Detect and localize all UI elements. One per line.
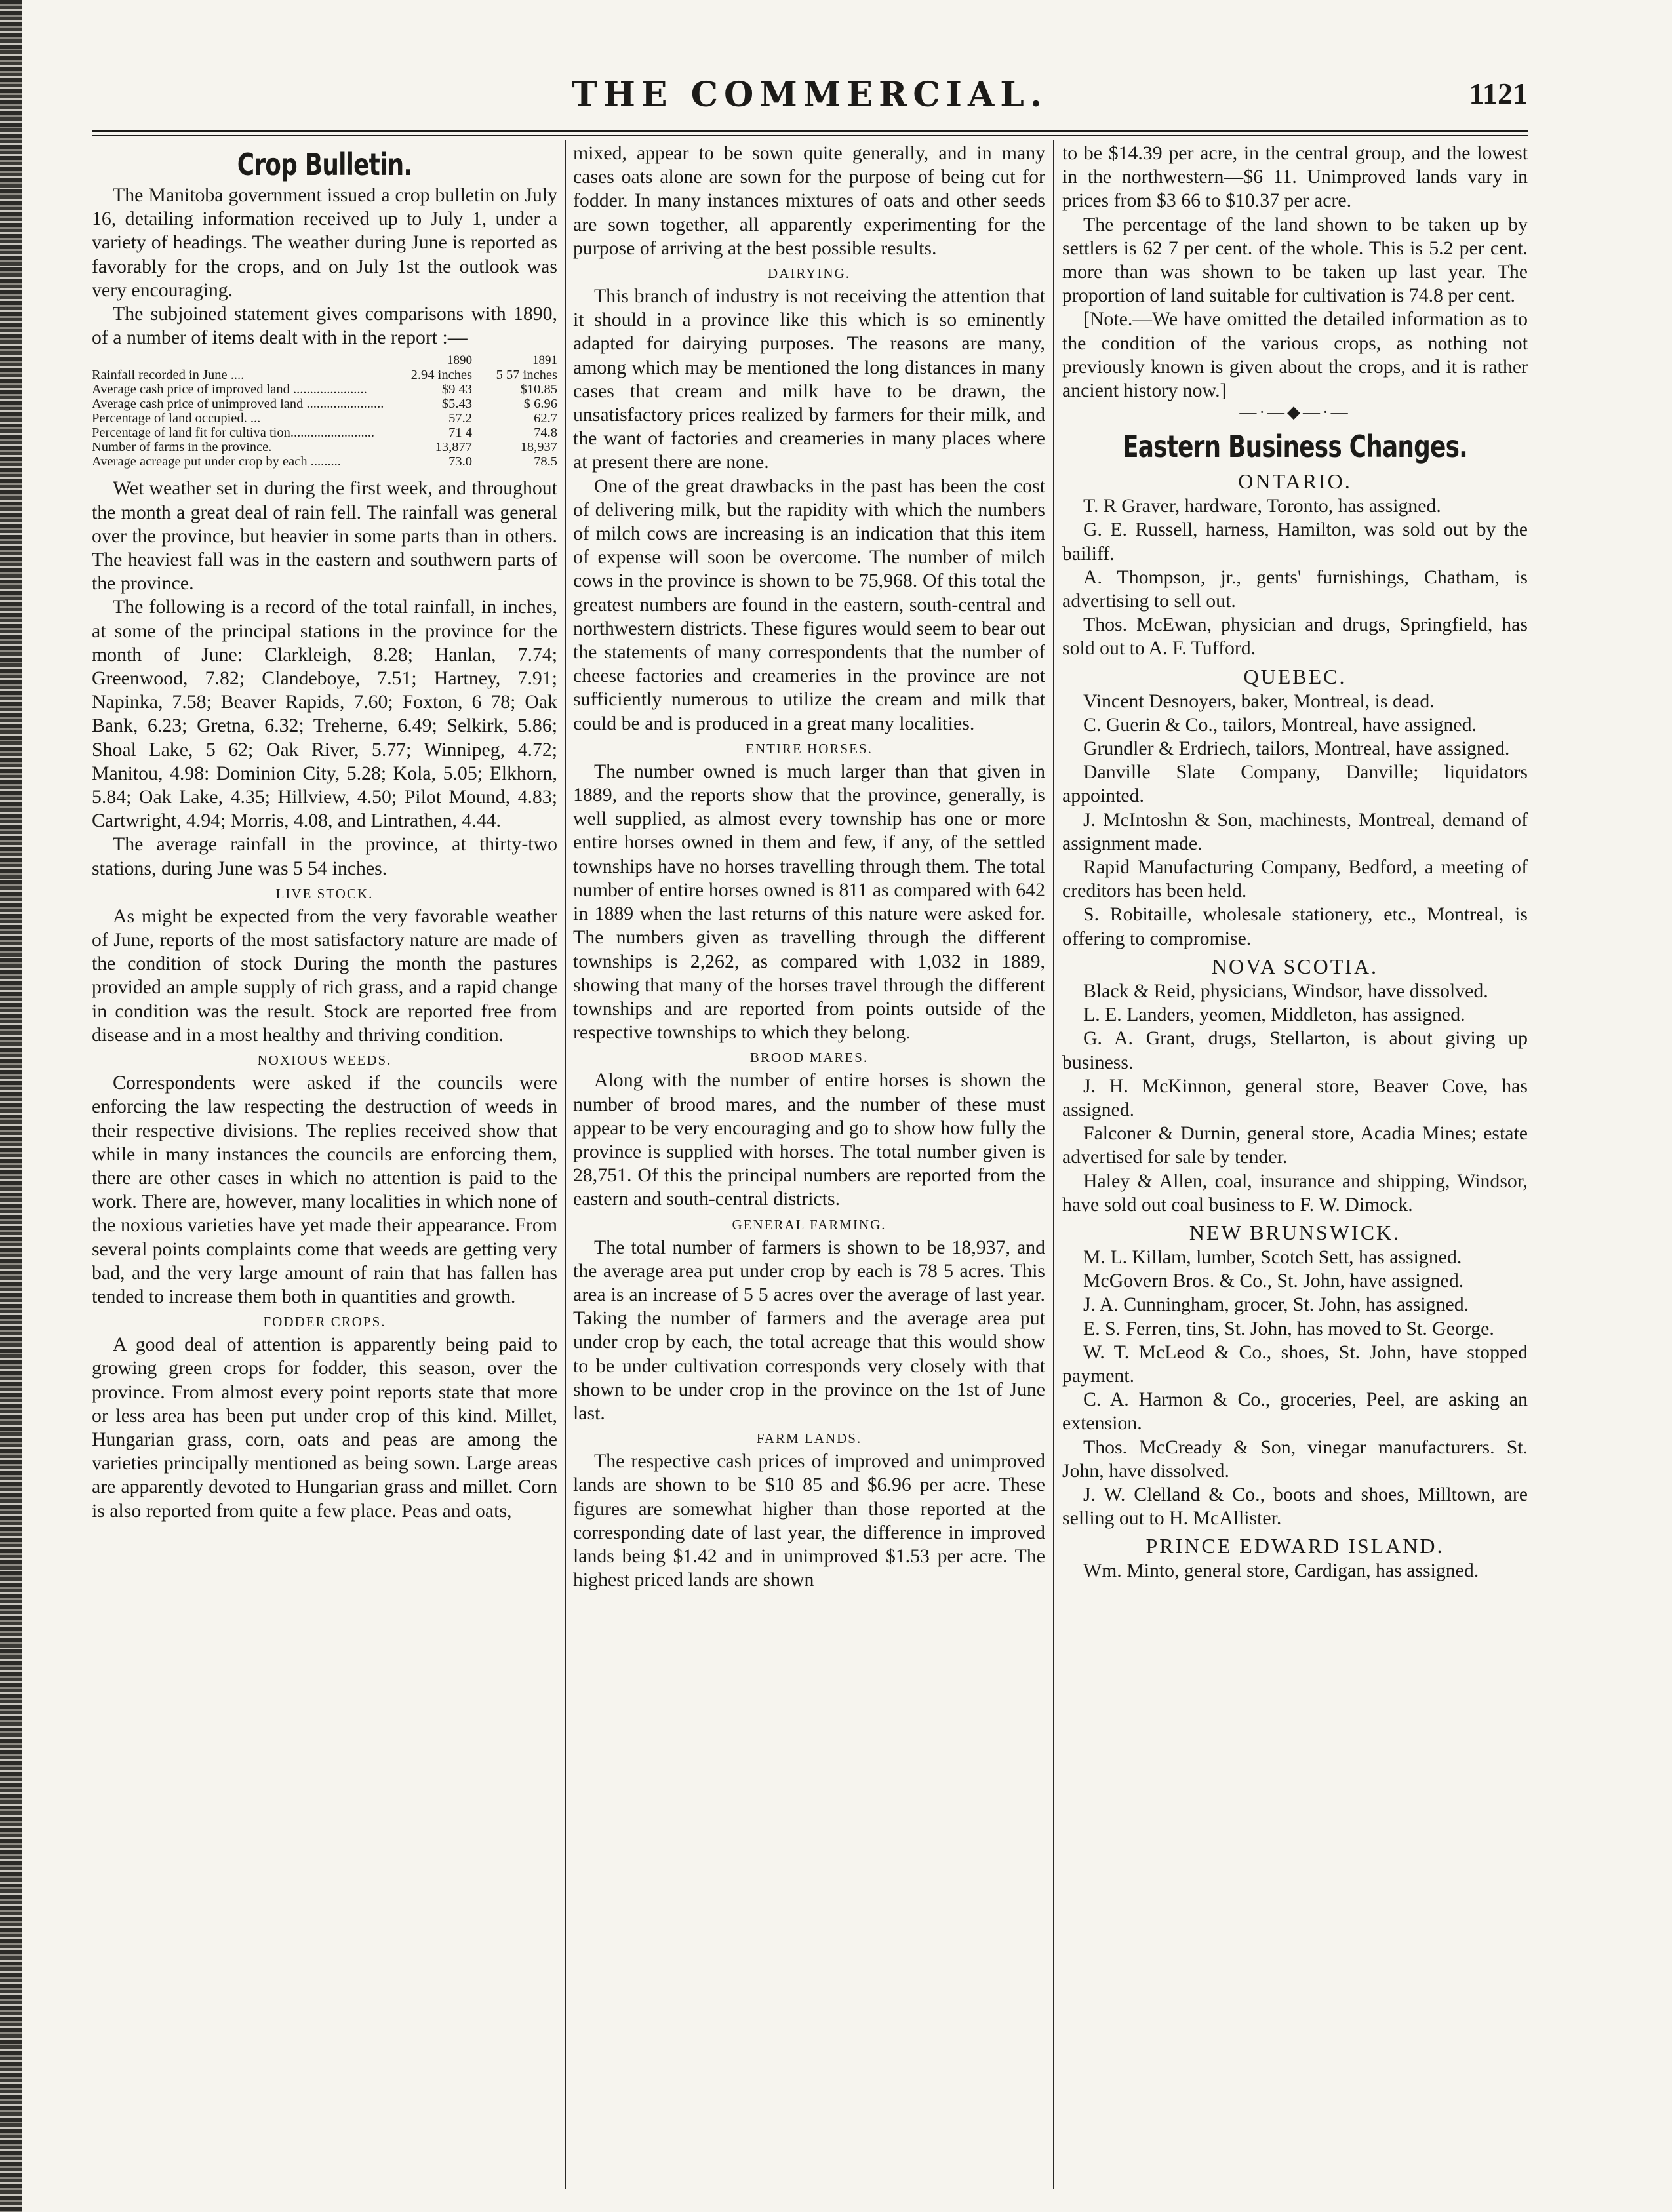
table-cell: $ 6.96	[523, 397, 557, 412]
article-paragraph: The number owned is much larger than that given in 1889, and the reports show that the province, generally, is well supplied, as almost every township has one or more entire horses owned in them and few, if any, of the settled townships have no horses travelling through them. The total number of entire horses owned is 811 as compared with 642 in 1889 when the last returns of this nature were asked for. The numbers given as travelling through the different townships is 2,262, as compared with 1,032 in 1889, showing that many of the horses travel through the different townships and are reported from points outside of the respective townships to which they belong.	[573, 760, 1045, 1044]
brood-mares-subheading: BROOD MARES.	[749, 1050, 869, 1066]
masthead-rule	[92, 130, 1528, 132]
list-item: W. T. McLeod & Co., shoes, St. John, have stopped payment.	[1062, 1341, 1528, 1387]
column-2	[573, 142, 1045, 2187]
article-paragraph: A good deal of attention is apparently being paid to growing green crops for fodder, this season, over the province. From almost every point reports state that more or less area has been put under crop of this kind. Millet, Hungarian grass, corn, oats and peas are among the varieties principally mentioned as being sown. Large areas are apparently devoted to Hungarian grass and millet. Corn is also reported from quite a few place. Peas and oats,	[92, 1333, 557, 1522]
article-paragraph: As might be expected from the very favorable weather of June, reports of the most satisfactory nature are made of the condition of stock During the month the pastures provided an ample supply of rich grass, and a rapid change in condition was the result. Stock are reported free from disease and in a most healthy and thriving condition.	[92, 905, 557, 1046]
noxious-weeds-subheading: NOXIOUS WEEDS.	[257, 1052, 392, 1069]
list-item: L. E. Landers, yeomen, Middleton, has assigned.	[1083, 1004, 1465, 1026]
live-stock-subheading: LIVE STOCK.	[275, 885, 374, 901]
comparison-table	[92, 353, 557, 469]
table-cell: 73.0	[448, 454, 472, 469]
fodder-crops-subheading: FODDER CROPS.	[263, 1314, 386, 1330]
list-item: Falconer & Durnin, general store, Acadia Mines; estate advertised for sale by tender.	[1062, 1122, 1528, 1168]
article-paragraph: The following is a record of the total rainfall, in inches, at some of the principal stations in the province for the month of June: Clarkleigh, 8.28; Hanlan, 7.74; Greenwood, 7.82; Clandeboye, 7.51; Hartney, 7.91; Napinka, 7.58; Beaver Rapids, 7.60; Foxton, 6 78; Oak Bank, 6.23; Gretna, 6.32; Treherne, 6.49; Selkirk, 5.86; Shoal Lake, 5 62; Oak River, 5.77; Winnipeg, 4.72; Manitou, 4.98: Dominion City, 5.28; Kola, 5.05; Elkhorn, 5.84; Oak Lake, 4.35; Hillview, 4.50; Pilot Mound, 4.83; Cartwright, 4.94; Morris, 4.08, and Lintrathen, 4.44.	[92, 596, 557, 832]
region-heading-nova-scotia: NOVA SCOTIA.	[1211, 954, 1379, 978]
table-cell: Average cash price of unimproved land .......................	[92, 397, 384, 412]
list-item: Thos. McEwan, physician and drugs, Springfield, has sold out to A. F. Tufford.	[1062, 614, 1528, 660]
page-binding-edge	[0, 0, 22, 2212]
list-item: Thos. McCready & Son, vinegar manufacturers. St. John, have dissolved.	[1062, 1436, 1528, 1482]
table-cell: 18,937	[520, 440, 557, 455]
table-cell: $10.85	[520, 382, 557, 397]
table-cell: 71 4	[448, 425, 472, 441]
region-heading-ontario: ONTARIO.	[1238, 469, 1352, 494]
list-item: S. Robitaille, wholesale stationery, etc., Montreal, is offering to compromise.	[1062, 903, 1528, 949]
article-paragraph: Correspondents were asked if the councils were enforcing the law respecting the destruction of weeds in their respective divisions. The replies received show that while in many instances the councils are enforcing them, there are other cases in which no attention is paid to the work. There are, however, many localities in which none of the noxious varieties have yet made their appearance. From several points complaints come that weeds are getting very bad, and the very large amount of rain that has fallen has tended to increase them both in quantities and growth.	[92, 1072, 557, 1307]
article-paragraph: Along with the number of entire horses is shown the number of brood mares, and the number of these must appear to be very encouraging and go to show how fully the province is supplied with horses. The total number given is 28,751. Of this the principal numbers are reported from the eastern and south-central districts.	[573, 1069, 1045, 1210]
table-header-cell: 1891	[532, 353, 557, 368]
table-cell: Number of farms in the province.	[92, 440, 272, 455]
table-cell: 57.2	[448, 411, 472, 426]
table-row	[92, 425, 557, 440]
article-paragraph: The average rainfall in the province, at thirty-two stations, during June was 5 54 inches.	[92, 833, 557, 879]
region-heading-new-brunswick: NEW BRUNSWICK.	[1189, 1220, 1401, 1244]
article-paragraph: mixed, appear to be sown quite generally, and in many cases oats alone are sown for the purpose of being cut for fodder. In many instances mixtures of oats and other seeds are sown together, all apparently experimenting for the purpose of arriving at the best possible results.	[573, 142, 1045, 259]
section-ornament: —·—◆—·—	[1239, 403, 1351, 422]
editor-note: [Note.—We have omitted the detailed information as to the condition of the various crops, as nothing not previously known is given about the crops, and it is rather ancient history now.]	[1062, 308, 1528, 402]
list-item: C. Guerin & Co., tailors, Montreal, have assigned.	[1083, 713, 1477, 736]
table-cell: 74.8	[534, 425, 557, 441]
article-paragraph: Wet weather set in during the first week, and throughout the month a great deal of rain fell. The rainfall was general over the province, but heavier in some parts than in others. The heaviest fall was in the eastern and southwern parts of the province.	[92, 477, 557, 595]
table-header-cell	[92, 353, 387, 368]
table-cell: 78.5	[534, 454, 557, 469]
list-item: J. McIntoshn & Son, machinests, Montreal, demand of assignment made.	[1062, 808, 1528, 854]
business-changes-title: Eastern Business Changes.	[1122, 429, 1468, 465]
column-divider-1	[565, 140, 566, 2189]
region-heading-pei: PRINCE EDWARD ISLAND.	[1145, 1534, 1444, 1558]
list-item: Haley & Allen, coal, insurance and shipping, Windsor, have sold out coal business to F. W. Dimock.	[1062, 1170, 1528, 1215]
table-header-row	[92, 353, 557, 368]
dairying-subheading: DAIRYING.	[768, 266, 850, 282]
masthead-title: THE COMMERCIAL.	[572, 75, 1048, 115]
table-cell: Percentage of land fit for cultiva tion.........................	[92, 425, 374, 441]
masthead	[92, 71, 1528, 123]
list-item: A. Thompson, jr., gents' furnishings, Chatham, is advertising to sell out.	[1062, 566, 1528, 612]
list-item: J. H. McKinnon, general store, Beaver Cove, has assigned.	[1062, 1075, 1528, 1120]
table-cell: 5 57 inches	[496, 368, 557, 383]
list-item: G. E. Russell, harness, Hamilton, was sold out by the bailiff.	[1062, 519, 1528, 564]
article-paragraph: The subjoined statement gives comparisons with 1890, of a number of items dealt with in the report :—	[92, 303, 557, 349]
article-paragraph: The Manitoba government issued a crop bulletin on July 16, detailing information received up to July 1, under a variety of headings. The weather during June is reported as favorably for the crops, and on July 1st the outlook was very encouraging.	[92, 184, 557, 301]
column-1	[92, 142, 557, 2187]
article-paragraph: The total number of farmers is shown to be 18,937, and the average area put under crop by each is 78 5 acres. This area is an increase of 5 5 acres over the average of last year. Taking the number of farmers and the average area put under crop by each, the total acreage that this would show to be under cultivation corresponds very closely with that shown to be under crop in the province on the 1st of June last.	[573, 1236, 1045, 1424]
table-cell: Average cash price of improved land ......................	[92, 382, 367, 397]
list-item: Black & Reid, physicians, Windsor, have dissolved.	[1083, 979, 1488, 1002]
table-cell: 62.7	[534, 411, 557, 426]
list-item: J. A. Cunningham, grocer, St. John, has assigned.	[1083, 1294, 1469, 1316]
general-farming-subheading: GENERAL FARMING.	[732, 1216, 886, 1233]
crop-bulletin-title: Crop Bulletin.	[237, 147, 412, 182]
table-row	[92, 397, 557, 411]
table-row	[92, 411, 557, 425]
table-cell: $9 43	[441, 382, 472, 397]
column-divider-2	[1053, 140, 1054, 2189]
article-paragraph: The respective cash prices of improved and unimproved lands are shown to be $10 85 and $6.96 per acre. These figures are somewhat higher than those reported at the corresponding date of last year, the difference in improved lands being $1.42 and in unimproved $1.53 per acre. The highest priced lands are shown	[573, 1450, 1045, 1591]
region-heading-quebec: QUEBEC.	[1243, 664, 1347, 688]
entire-horses-subheading: ENTIRE HORSES.	[746, 740, 873, 757]
list-item: M. L. Killam, lumber, Scotch Sett, has assigned.	[1083, 1246, 1462, 1268]
farm-lands-subheading: FARM LANDS.	[756, 1431, 862, 1447]
list-item: McGovern Bros. & Co., St. John, have assigned.	[1083, 1270, 1464, 1292]
table-cell: Average acreage put under crop by each .........	[92, 454, 341, 469]
list-item: Danville Slate Company, Danville; liquidators appointed.	[1062, 761, 1528, 807]
article-paragraph: One of the great drawbacks in the past has been the cost of delivering milk, but the rapidity with which the numbers of milch cows are increasing is an indication that this item of expense will soon be overcome. The number of milch cows in the province is shown to be 75,968. Of this total the greatest numbers are found in the eastern, south-central and northwestern districts. These figures would seem to bear out the statements of many correspondents that the number of cheese factories and creameries in the province are not sufficiently numerous to utilize the cream and milk that could be and is produced in a great many localities.	[573, 475, 1045, 734]
article-paragraph: The percentage of the land shown to be taken up by settlers is 62 7 per cent. of the whole. This is 5.2 per cent. more than was shown to be taken up last year. The proportion of land suitable for cultivation is 74.8 per cent.	[1062, 213, 1528, 307]
list-item: Wm. Minto, general store, Cardigan, has assigned.	[1083, 1560, 1479, 1582]
table-row	[92, 368, 557, 382]
list-item: Rapid Manufacturing Company, Bedford, a meeting of creditors has been held.	[1062, 856, 1528, 902]
table-cell: Rainfall recorded in June ....	[92, 368, 245, 383]
article-paragraph: This branch of industry is not receiving the attention that it should in a province like this which is so eminently adapted for dairying purposes. The reasons are many, among which may be mentioned the long distances in many cases that cream and milk have to be drawn, the unsatisfactory prices realized by farmers for their milk, and the want of factories and creameries in many places where at present there are none.	[573, 285, 1045, 473]
page-number: 1121	[1469, 77, 1528, 110]
article-paragraph: to be $14.39 per acre, in the central group, and the lowest in the northwestern—$6 11. Unimproved lands vary in prices from $3 66 to $10.37 per acre.	[1062, 142, 1528, 212]
table-cell: 13,877	[435, 440, 472, 455]
table-cell: 2.94 inches	[410, 368, 472, 383]
table-row	[92, 440, 557, 454]
list-item: C. A. Harmon & Co., groceries, Peel, are asking an extension.	[1062, 1389, 1528, 1434]
table-row	[92, 454, 557, 469]
list-item: E. S. Ferren, tins, St. John, has moved to St. George.	[1083, 1317, 1494, 1339]
table-row	[92, 382, 557, 397]
table-cell: $5.43	[441, 397, 472, 412]
list-item: T. R Graver, hardware, Toronto, has assigned.	[1083, 495, 1441, 517]
list-item: G. A. Grant, drugs, Stellarton, is about giving up business.	[1062, 1027, 1528, 1073]
list-item: Vincent Desnoyers, baker, Montreal, is dead.	[1083, 690, 1435, 712]
table-cell: Percentage of land occupied. ...	[92, 411, 261, 426]
column-3	[1062, 142, 1528, 2187]
list-item: J. W. Clelland & Co., boots and shoes, Milltown, are selling out to H. McAllister.	[1062, 1483, 1528, 1530]
table-header-cell: 1890	[447, 353, 472, 368]
masthead-rule-thin	[92, 135, 1528, 136]
list-item: Grundler & Erdriech, tailors, Montreal, have assigned.	[1083, 738, 1510, 760]
